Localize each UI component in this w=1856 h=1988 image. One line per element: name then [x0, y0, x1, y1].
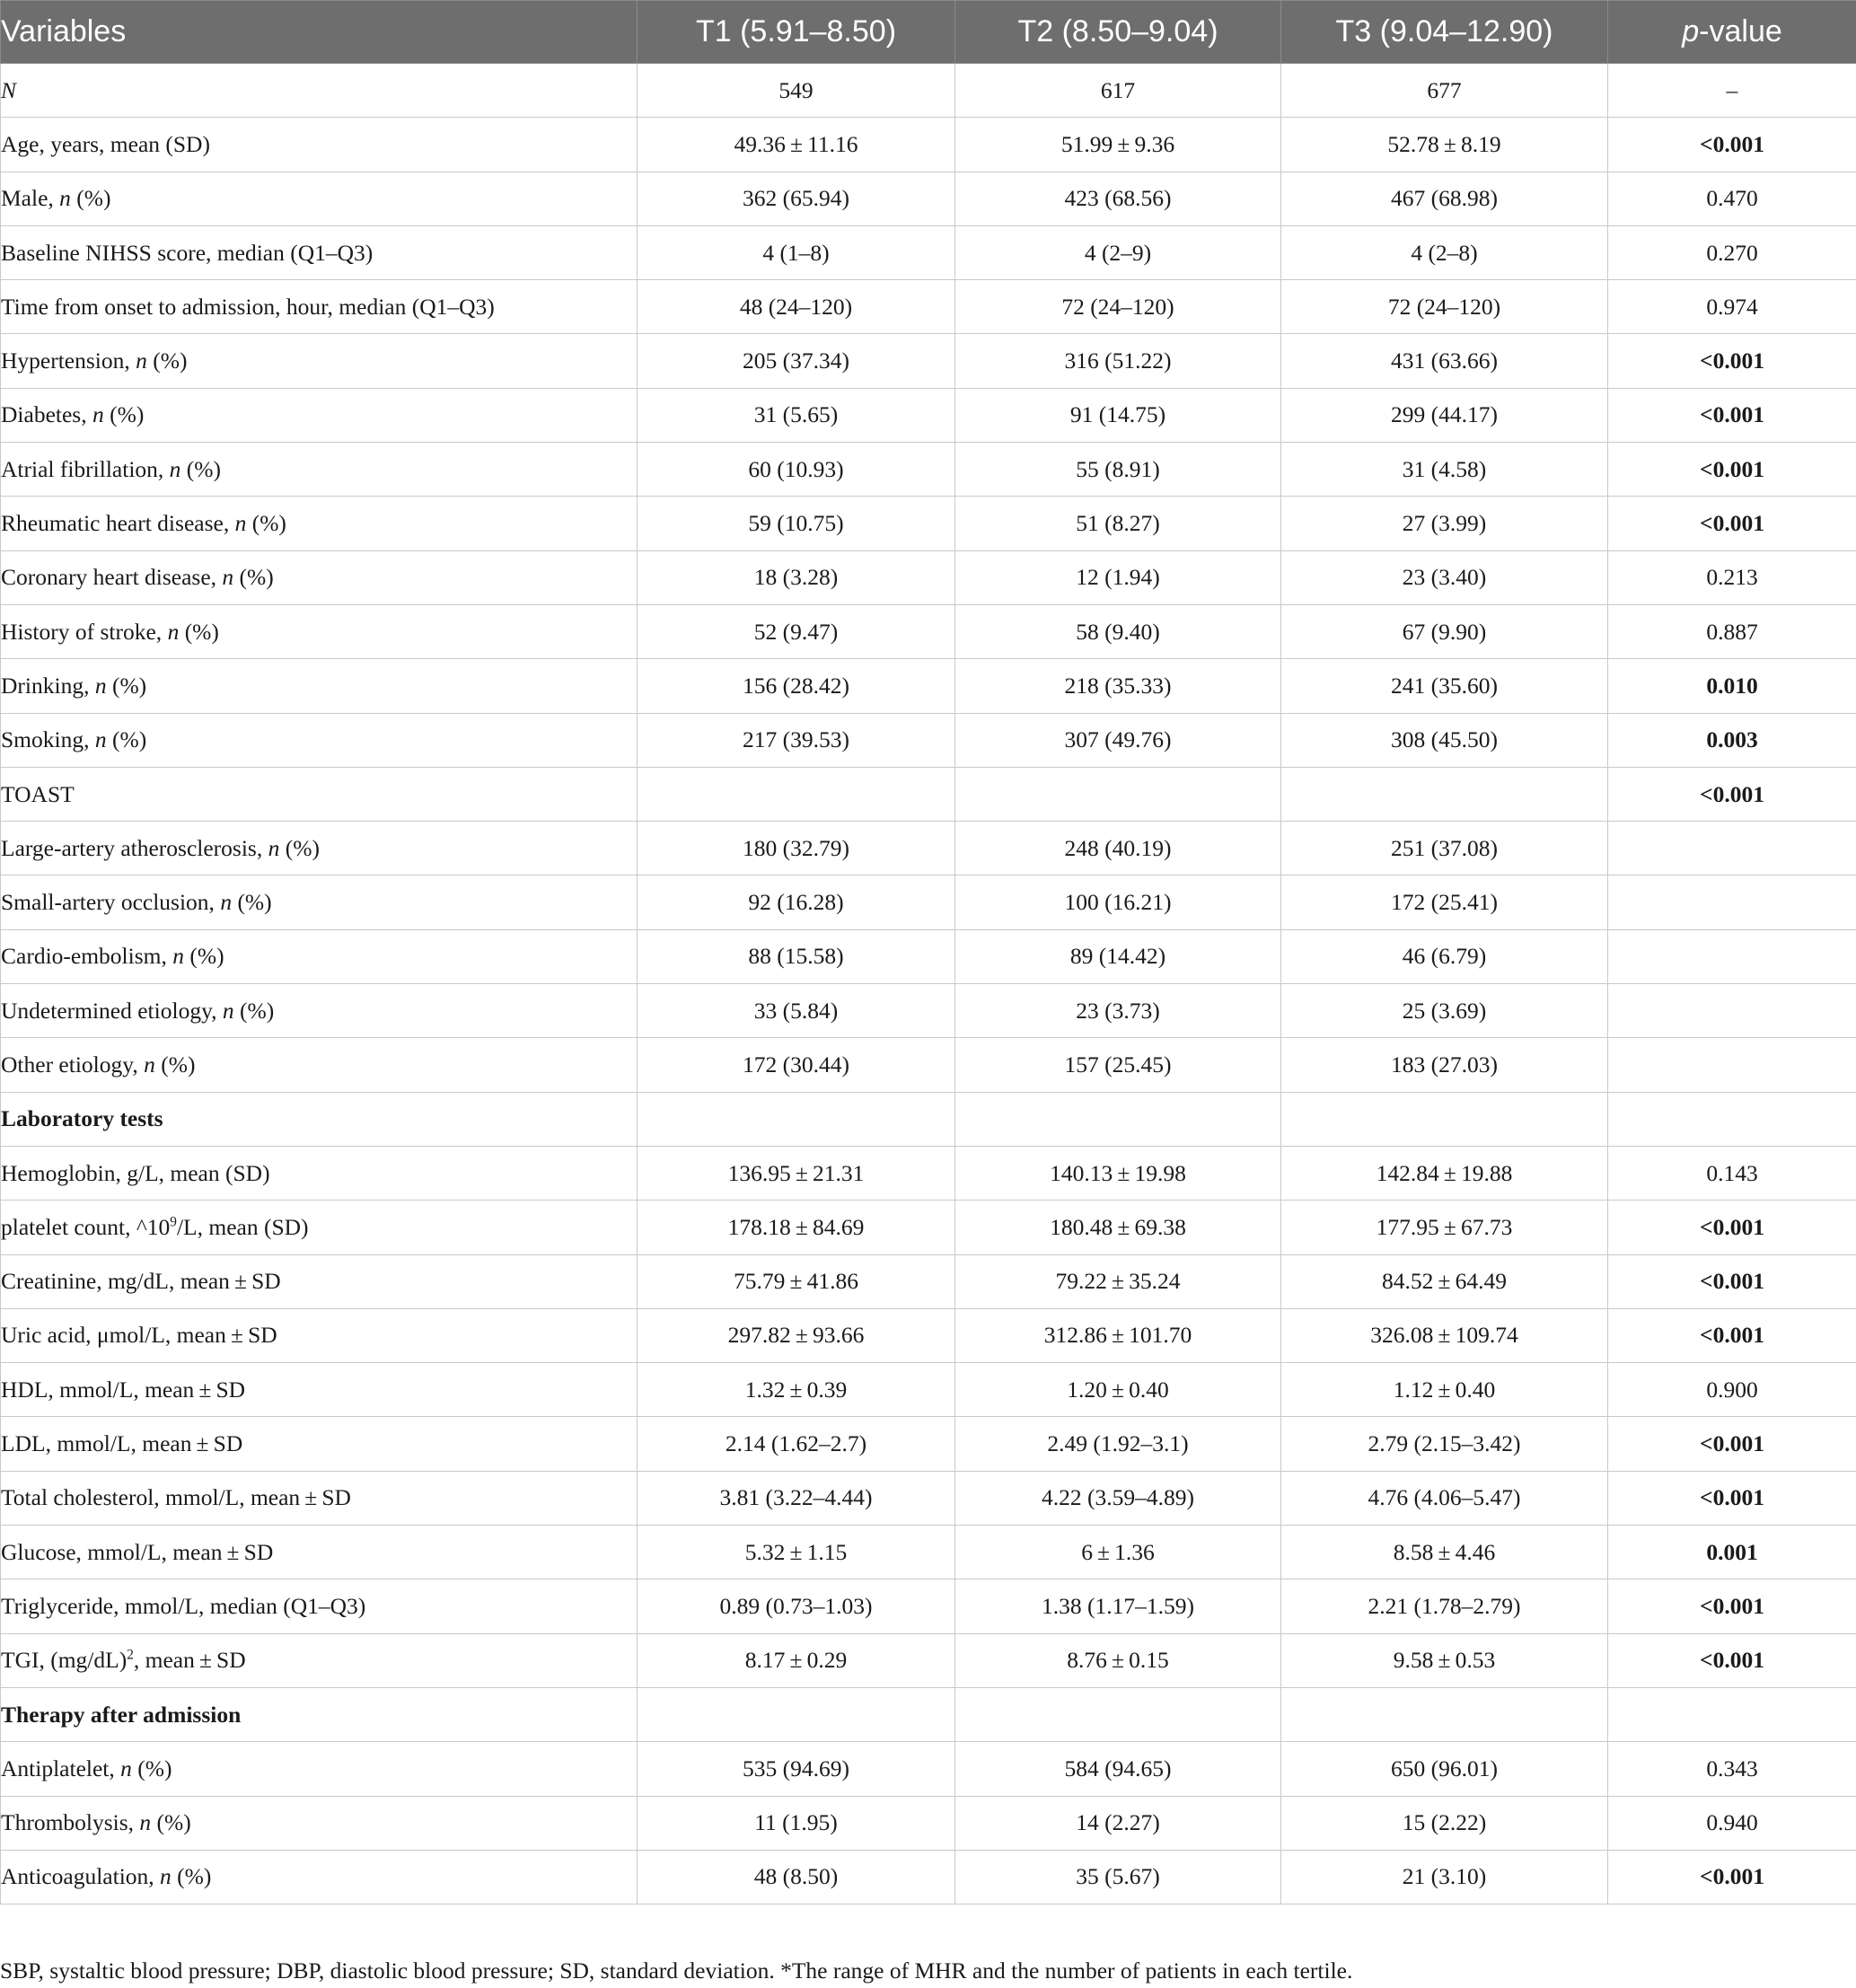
- value-t3: 27 (3.99): [1281, 497, 1608, 550]
- value-t1: 48 (24–120): [638, 280, 955, 334]
- value-t1: 1.32 ± 0.39: [638, 1363, 955, 1417]
- value-t3: 52.78 ± 8.19: [1281, 118, 1608, 172]
- value-t1: 0.89 (0.73–1.03): [638, 1579, 955, 1633]
- value-t2: 35 (5.67): [955, 1850, 1281, 1904]
- value-t1: 535 (94.69): [638, 1742, 955, 1796]
- value-t2: 316 (51.22): [955, 334, 1281, 388]
- table-row: [1, 1742, 1856, 1796]
- table-row: [1, 822, 1856, 875]
- variable-label: TGI, $(mg/dL)^2$, mean ± SD: [1, 1633, 638, 1687]
- value-t3: 46 (6.79): [1281, 929, 1608, 983]
- variable-label: History of stroke, n (%): [1, 604, 638, 658]
- value-t3: 251 (37.08): [1281, 822, 1608, 875]
- header-p-rest: -value: [1699, 14, 1782, 48]
- value-t3: 23 (3.40): [1281, 550, 1608, 604]
- value-t1: [638, 767, 955, 821]
- variable-label: Undetermined etiology, n (%): [1, 984, 638, 1038]
- p-value: [1608, 1092, 1856, 1146]
- p-value: <0.001: [1608, 388, 1856, 442]
- variable-label: platelet count, $\^{}10^9/L$, mean (SD): [1, 1201, 638, 1254]
- value-t3: 183 (27.03): [1281, 1038, 1608, 1092]
- value-t1: 31 (5.65): [638, 388, 955, 442]
- variable-label: TOAST: [1, 767, 638, 821]
- value-t3: 1.12 ± 0.40: [1281, 1363, 1608, 1417]
- value-t3: 15 (2.22): [1281, 1796, 1608, 1850]
- p-value: <0.001: [1608, 1471, 1856, 1525]
- value-t1: 48 (8.50): [638, 1850, 955, 1904]
- value-t1: 4 (1–8): [638, 225, 955, 279]
- variable-label: Triglyceride, mmol/L, median (Q1–Q3): [1, 1579, 638, 1633]
- p-value: <0.001: [1608, 1850, 1856, 1904]
- table-row: [1, 1038, 1856, 1092]
- table-row: [1, 1308, 1856, 1362]
- variable-label: Baseline NIHSS score, median (Q1–Q3): [1, 225, 638, 279]
- value-t1: 362 (65.94): [638, 172, 955, 225]
- value-t2: 14 (2.27): [955, 1796, 1281, 1850]
- value-t1: 297.82 ± 93.66: [638, 1308, 955, 1362]
- variable-label: Anticoagulation, n (%): [1, 1850, 638, 1904]
- p-value: 0.001: [1608, 1526, 1856, 1579]
- table-row: [1, 118, 1856, 172]
- variable-label: Antiplatelet, n (%): [1, 1742, 638, 1796]
- value-t1: 5.32 ± 1.15: [638, 1526, 955, 1579]
- value-t3: 2.79 (2.15–3.42): [1281, 1417, 1608, 1471]
- variable-label: Thrombolysis, n (%): [1, 1796, 638, 1850]
- table-row: [1, 497, 1856, 550]
- variable-label: Hemoglobin, g/L, mean (SD): [1, 1146, 638, 1200]
- value-t1: 88 (15.58): [638, 929, 955, 983]
- value-t2: 248 (40.19): [955, 822, 1281, 875]
- table-row: [1, 875, 1856, 929]
- value-t2: 312.86 ± 101.70: [955, 1308, 1281, 1362]
- value-t1: 2.14 (1.62–2.7): [638, 1417, 955, 1471]
- p-value: <0.001: [1608, 118, 1856, 172]
- table-row: [1, 172, 1856, 225]
- variable-label: Diabetes, n (%): [1, 388, 638, 442]
- p-value: <0.001: [1608, 767, 1856, 821]
- value-t3: 241 (35.60): [1281, 659, 1608, 713]
- value-t3: 677: [1281, 64, 1608, 118]
- table-row: [1, 1417, 1856, 1471]
- value-t3: 21 (3.10): [1281, 1850, 1608, 1904]
- p-value: 0.974: [1608, 280, 1856, 334]
- p-value: <0.001: [1608, 334, 1856, 388]
- value-t1: 49.36 ± 11.16: [638, 118, 955, 172]
- table-row: [1, 984, 1856, 1038]
- header-t1: T1 (5.91–8.50): [638, 1, 955, 64]
- value-t2: 1.20 ± 0.40: [955, 1363, 1281, 1417]
- value-t3: [1281, 1687, 1608, 1741]
- value-t3: 4.76 (4.06–5.47): [1281, 1471, 1608, 1525]
- value-t3: 31 (4.58): [1281, 443, 1608, 497]
- table-row: [1, 1579, 1856, 1633]
- value-t3: 2.21 (1.78–2.79): [1281, 1579, 1608, 1633]
- value-t2: [955, 1092, 1281, 1146]
- table-row: [1, 929, 1856, 983]
- value-t1: 136.95 ± 21.31: [638, 1146, 955, 1200]
- value-t2: 617: [955, 64, 1281, 118]
- value-t1: 60 (10.93): [638, 443, 955, 497]
- table-row: [1, 659, 1856, 713]
- p-value: <0.001: [1608, 1579, 1856, 1633]
- variable-label: Creatinine, mg/dL, mean ± SD: [1, 1254, 638, 1308]
- table-row: [1, 1471, 1856, 1525]
- value-t3: 431 (63.66): [1281, 334, 1608, 388]
- value-t3: 72 (24–120): [1281, 280, 1608, 334]
- value-t2: 584 (94.65): [955, 1742, 1281, 1796]
- value-t1: 180 (32.79): [638, 822, 955, 875]
- value-t1: 172 (30.44): [638, 1038, 955, 1092]
- p-value: 0.343: [1608, 1742, 1856, 1796]
- value-t2: 8.76 ± 0.15: [955, 1633, 1281, 1687]
- value-t3: 4 (2–8): [1281, 225, 1608, 279]
- table-row: [1, 604, 1856, 658]
- value-t2: 4 (2–9): [955, 225, 1281, 279]
- value-t2: [955, 767, 1281, 821]
- value-t3: 299 (44.17): [1281, 388, 1608, 442]
- table-row: [1, 767, 1856, 821]
- value-t2: [955, 1687, 1281, 1741]
- table-row: [1, 1526, 1856, 1579]
- variable-label: Glucose, mmol/L, mean ± SD: [1, 1526, 638, 1579]
- value-t2: 12 (1.94): [955, 550, 1281, 604]
- p-value: 0.887: [1608, 604, 1856, 658]
- p-value: 0.143: [1608, 1146, 1856, 1200]
- value-t2: 4.22 (3.59–4.89): [955, 1471, 1281, 1525]
- value-t2: 100 (16.21): [955, 875, 1281, 929]
- value-t1: 59 (10.75): [638, 497, 955, 550]
- table-row: [1, 1363, 1856, 1417]
- p-value: 0.900: [1608, 1363, 1856, 1417]
- value-t1: 92 (16.28): [638, 875, 955, 929]
- value-t2: 23 (3.73): [955, 984, 1281, 1038]
- header-variables: Variables: [1, 1, 638, 64]
- table-row: [1, 1146, 1856, 1200]
- value-t3: 9.58 ± 0.53: [1281, 1633, 1608, 1687]
- p-value: 0.003: [1608, 713, 1856, 767]
- value-t2: 51.99 ± 9.36: [955, 118, 1281, 172]
- value-t1: [638, 1687, 955, 1741]
- variable-label: LDL, mmol/L, mean ± SD: [1, 1417, 638, 1471]
- p-value: –: [1608, 64, 1856, 118]
- table-row: [1, 1796, 1856, 1850]
- variable-label: Large-artery atherosclerosis, n (%): [1, 822, 638, 875]
- value-t2: 180.48 ± 69.38: [955, 1201, 1281, 1254]
- variable-label: Age, years, mean (SD): [1, 118, 638, 172]
- variable-label: Coronary heart disease, n (%): [1, 550, 638, 604]
- value-t2: 91 (14.75): [955, 388, 1281, 442]
- value-t1: 205 (37.34): [638, 334, 955, 388]
- value-t1: 549: [638, 64, 955, 118]
- table-footnote: SBP, systaltic blood pressure; DBP, diastolic blood pressure; SD, standard deviation. *The range of MHR and the number of patients in each tertile.: [0, 1957, 1353, 1984]
- value-t3: 25 (3.69): [1281, 984, 1608, 1038]
- value-t2: 55 (8.91): [955, 443, 1281, 497]
- value-t1: 11 (1.95): [638, 1796, 955, 1850]
- value-t1: [638, 1092, 955, 1146]
- value-t2: 423 (68.56): [955, 172, 1281, 225]
- table-row: [1, 388, 1856, 442]
- table-row: [1, 1633, 1856, 1687]
- value-t2: 218 (35.33): [955, 659, 1281, 713]
- table-row: [1, 1850, 1856, 1904]
- p-value: <0.001: [1608, 1417, 1856, 1471]
- variable-label: Cardio-embolism, n (%): [1, 929, 638, 983]
- p-value: [1608, 929, 1856, 983]
- value-t1: 217 (39.53): [638, 713, 955, 767]
- table-row: [1, 334, 1856, 388]
- value-t2: 72 (24–120): [955, 280, 1281, 334]
- variable-label: Drinking, n (%): [1, 659, 638, 713]
- value-t1: 33 (5.84): [638, 984, 955, 1038]
- p-value: [1608, 1038, 1856, 1092]
- header-row: [1, 1, 1856, 64]
- value-t3: 142.84 ± 19.88: [1281, 1146, 1608, 1200]
- value-t2: 51 (8.27): [955, 497, 1281, 550]
- variable-label: HDL, mmol/L, mean ± SD: [1, 1363, 638, 1417]
- table-row: [1, 280, 1856, 334]
- p-value: [1608, 1687, 1856, 1741]
- variable-label: Male, n (%): [1, 172, 638, 225]
- value-t1: 52 (9.47): [638, 604, 955, 658]
- p-value: <0.001: [1608, 1254, 1856, 1308]
- variable-label: Other etiology, n (%): [1, 1038, 638, 1092]
- variable-label: Uric acid, μmol/L, mean ± SD: [1, 1308, 638, 1362]
- section-row: [1, 1687, 1856, 1741]
- p-value: [1608, 875, 1856, 929]
- p-value: <0.001: [1608, 443, 1856, 497]
- p-value: [1608, 984, 1856, 1038]
- variable-label: Atrial fibrillation, n (%): [1, 443, 638, 497]
- p-value: <0.001: [1608, 497, 1856, 550]
- value-t3: 308 (45.50): [1281, 713, 1608, 767]
- value-t3: 467 (68.98): [1281, 172, 1608, 225]
- value-t2: 89 (14.42): [955, 929, 1281, 983]
- value-t3: 326.08 ± 109.74: [1281, 1308, 1608, 1362]
- value-t3: 67 (9.90): [1281, 604, 1608, 658]
- p-value: 0.470: [1608, 172, 1856, 225]
- table-row: [1, 1201, 1856, 1254]
- value-t1: 18 (3.28): [638, 550, 955, 604]
- p-value: 0.940: [1608, 1796, 1856, 1850]
- value-t2: 79.22 ± 35.24: [955, 1254, 1281, 1308]
- table-row: [1, 713, 1856, 767]
- variable-label: Hypertension, n (%): [1, 334, 638, 388]
- table-row: [1, 550, 1856, 604]
- variable-label: Smoking, n (%): [1, 713, 638, 767]
- value-t1: 178.18 ± 84.69: [638, 1201, 955, 1254]
- value-t2: 307 (49.76): [955, 713, 1281, 767]
- value-t3: [1281, 1092, 1608, 1146]
- p-value: <0.001: [1608, 1201, 1856, 1254]
- value-t3: 177.95 ± 67.73: [1281, 1201, 1608, 1254]
- table-row: [1, 225, 1856, 279]
- section-row: [1, 1092, 1856, 1146]
- p-value: 0.270: [1608, 225, 1856, 279]
- p-value: 0.213: [1608, 550, 1856, 604]
- value-t2: 157 (25.45): [955, 1038, 1281, 1092]
- value-t1: 75.79 ± 41.86: [638, 1254, 955, 1308]
- header-p-italic: p: [1682, 14, 1700, 48]
- value-t1: 156 (28.42): [638, 659, 955, 713]
- variable-label: Time from onset to admission, hour, median (Q1–Q3): [1, 280, 638, 334]
- variable-label: Total cholesterol, mmol/L, mean ± SD: [1, 1471, 638, 1525]
- variable-label: Therapy after admission: [1, 1687, 638, 1741]
- value-t3: 650 (96.01): [1281, 1742, 1608, 1796]
- p-value: <0.001: [1608, 1308, 1856, 1362]
- value-t3: [1281, 767, 1608, 821]
- value-t3: 172 (25.41): [1281, 875, 1608, 929]
- value-t2: 58 (9.40): [955, 604, 1281, 658]
- variable-label: N: [1, 64, 638, 118]
- header-p-value: [1608, 1, 1856, 64]
- table-row: [1, 443, 1856, 497]
- p-value: <0.001: [1608, 1633, 1856, 1687]
- variable-label: Small-artery occlusion, n (%): [1, 875, 638, 929]
- table-row: [1, 1254, 1856, 1308]
- value-t1: 8.17 ± 0.29: [638, 1633, 955, 1687]
- table-body: [1, 64, 1856, 1904]
- table-row: [1, 64, 1856, 118]
- variable-label: Laboratory tests: [1, 1092, 638, 1146]
- value-t2: 1.38 (1.17–1.59): [955, 1579, 1281, 1633]
- p-value: 0.010: [1608, 659, 1856, 713]
- value-t2: 6 ± 1.36: [955, 1526, 1281, 1579]
- value-t2: 140.13 ± 19.98: [955, 1146, 1281, 1200]
- variable-label: Rheumatic heart disease, n (%): [1, 497, 638, 550]
- value-t1: 3.81 (3.22–4.44): [638, 1471, 955, 1525]
- value-t3: 84.52 ± 64.49: [1281, 1254, 1608, 1308]
- value-t3: 8.58 ± 4.46: [1281, 1526, 1608, 1579]
- header-t2: T2 (8.50–9.04): [955, 1, 1281, 64]
- header-t3: T3 (9.04–12.90): [1281, 1, 1608, 64]
- p-value: [1608, 822, 1856, 875]
- value-t2: 2.49 (1.92–3.1): [955, 1417, 1281, 1471]
